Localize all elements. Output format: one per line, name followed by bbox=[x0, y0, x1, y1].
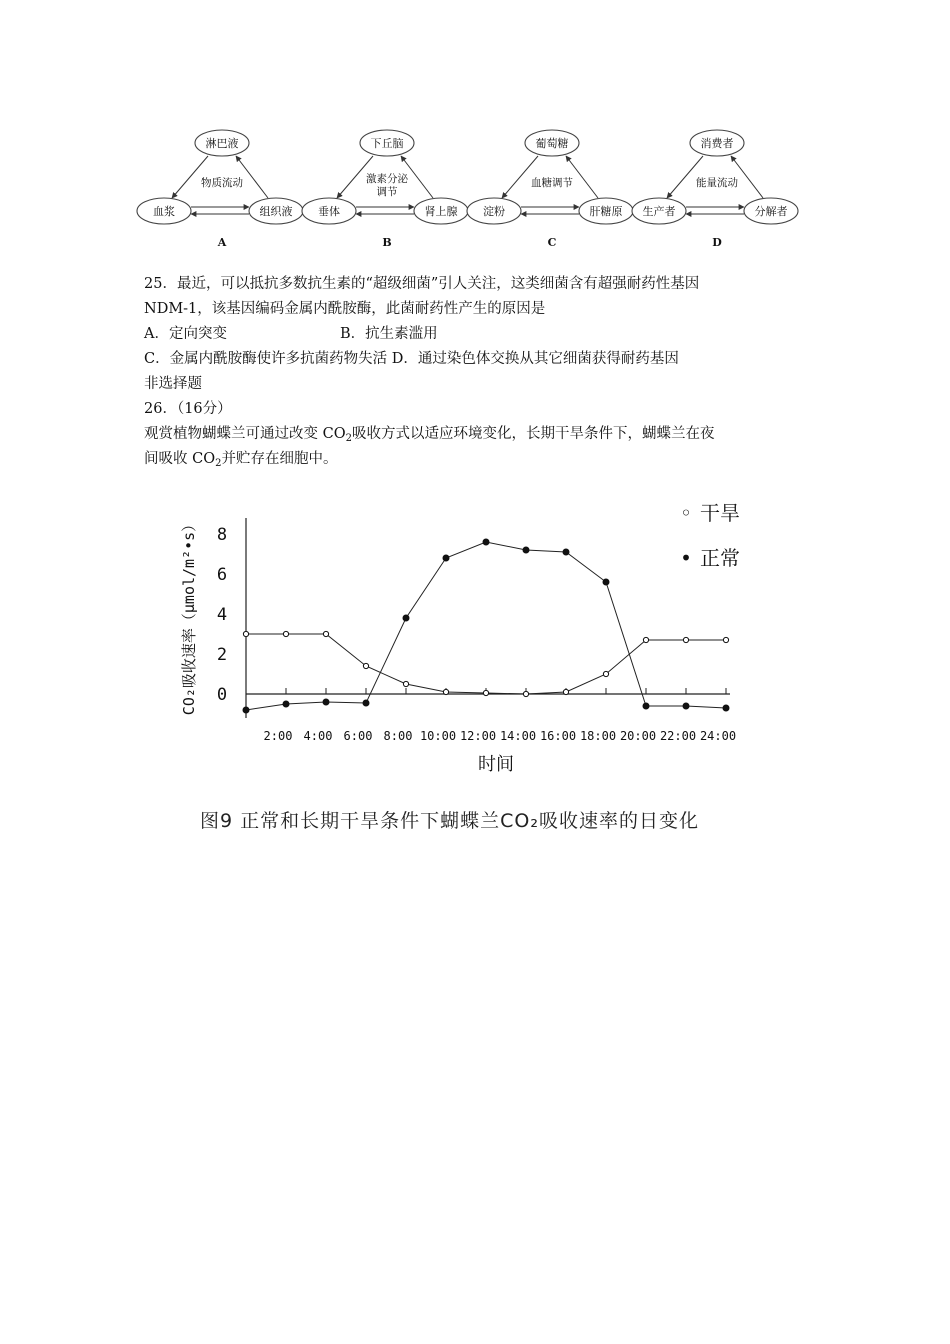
data-point-正常 bbox=[523, 547, 529, 553]
x-tick-label: 6:00 bbox=[343, 729, 373, 743]
co2-subscript-2: 2 bbox=[215, 458, 222, 469]
figure-caption: 图9 正常和长期干旱条件下蝴蝶兰CO₂吸收速率的日变化 bbox=[200, 810, 699, 832]
q26-header: 26．（16分） bbox=[144, 401, 232, 417]
diagram-b bbox=[302, 130, 468, 249]
series-line-干旱 bbox=[246, 634, 726, 694]
diagram-row bbox=[130, 120, 820, 260]
data-point-干旱 bbox=[683, 637, 688, 642]
q26-line2 bbox=[144, 447, 824, 472]
q25-option-b: B．抗生素滥用 bbox=[340, 326, 438, 342]
diagram-letter: A bbox=[217, 236, 227, 249]
diagram-center-label: 调节 bbox=[376, 186, 398, 198]
legend-symbol: • bbox=[680, 546, 693, 570]
x-tick-label: 14:00 bbox=[499, 729, 537, 743]
legend-label: 正常 bbox=[700, 546, 740, 570]
series-line-正常 bbox=[246, 542, 726, 710]
y-tick-label: 0 bbox=[216, 685, 228, 705]
chart-svg bbox=[160, 478, 800, 798]
diagram-letter: B bbox=[382, 236, 392, 249]
diagram-a bbox=[137, 130, 303, 249]
node-label-right: 组织液 bbox=[259, 205, 293, 218]
diagram-center-label: 血糖调节 bbox=[531, 177, 573, 189]
data-point-正常 bbox=[483, 539, 489, 545]
x-tick-label: 16:00 bbox=[539, 729, 577, 743]
data-point-干旱 bbox=[483, 690, 488, 695]
data-point-干旱 bbox=[603, 671, 608, 676]
data-point-正常 bbox=[443, 555, 449, 561]
y-axis-title: CO₂吸收速率（μmol/m²•s） bbox=[180, 516, 198, 716]
q25-options-cd: C．金属内酰胺酶使许多抗菌药物失活 D．通过染色体交换从其它细菌获得耐药基因 bbox=[144, 351, 679, 367]
data-point-干旱 bbox=[563, 689, 568, 694]
x-tick-label: 22:00 bbox=[659, 729, 697, 743]
q25-option-a: A．定向突变 bbox=[144, 326, 227, 342]
node-label-left: 血浆 bbox=[153, 205, 175, 218]
node-label-top: 葡萄糖 bbox=[535, 137, 569, 150]
data-point-正常 bbox=[603, 579, 609, 585]
data-point-正常 bbox=[243, 707, 249, 713]
data-point-正常 bbox=[563, 549, 569, 555]
y-tick-label: 8 bbox=[216, 525, 228, 545]
data-point-干旱 bbox=[283, 631, 288, 636]
node-label-right: 分解者 bbox=[754, 205, 788, 218]
data-point-正常 bbox=[683, 703, 689, 709]
y-tick-label: 4 bbox=[216, 605, 228, 625]
section-label: 非选择题 bbox=[144, 376, 202, 392]
diagram-center-label: 能量流动 bbox=[696, 177, 738, 189]
diagram-svg bbox=[130, 120, 820, 260]
q26-line2-a: 间吸收 CO bbox=[144, 451, 216, 467]
x-tick-label: 24:00 bbox=[699, 729, 737, 743]
node-label-left: 生产者 bbox=[642, 205, 676, 218]
data-point-干旱 bbox=[403, 681, 408, 686]
x-tick-label: 8:00 bbox=[383, 729, 413, 743]
x-tick-label: 4:00 bbox=[303, 729, 333, 743]
data-point-干旱 bbox=[443, 689, 448, 694]
node-label-top: 消费者 bbox=[700, 137, 734, 150]
data-point-干旱 bbox=[323, 631, 328, 636]
q26-line1 bbox=[144, 422, 824, 447]
x-tick-label: 2:00 bbox=[263, 729, 293, 743]
data-point-干旱 bbox=[723, 637, 728, 642]
diagram-d bbox=[632, 130, 798, 249]
legend-symbol: ◦ bbox=[680, 501, 693, 525]
node-label-right: 肝糖原 bbox=[589, 205, 623, 218]
diagram-center-label: 物质流动 bbox=[201, 177, 243, 189]
diagram-letter: C bbox=[547, 236, 557, 249]
x-tick-label: 12:00 bbox=[459, 729, 497, 743]
diagram-letter: D bbox=[712, 236, 722, 249]
data-point-干旱 bbox=[643, 637, 648, 642]
x-axis-title: 时间 bbox=[478, 754, 514, 775]
q25-line1: 25．最近，可以抵抗多数抗生素的“超级细菌”引人关注，这类细菌含有超强耐药性基因 bbox=[144, 276, 700, 292]
q26-line2-b: 并贮存在细胞中。 bbox=[221, 451, 338, 467]
data-point-正常 bbox=[363, 700, 369, 706]
q26-line1-a: 观赏植物蝴蝶兰可通过改变 CO bbox=[144, 426, 346, 442]
node-label-left: 淀粉 bbox=[483, 205, 505, 218]
node-label-top: 下丘脑 bbox=[370, 137, 404, 150]
data-point-正常 bbox=[403, 615, 409, 621]
x-tick-label: 20:00 bbox=[619, 729, 657, 743]
q25-options-ab bbox=[144, 322, 824, 347]
x-tick-label: 18:00 bbox=[579, 729, 617, 743]
data-point-正常 bbox=[323, 699, 329, 705]
question-25 bbox=[144, 272, 824, 472]
diagram-c bbox=[467, 130, 633, 249]
q25-line2: NDM-1，该基因编码金属内酰胺酶，此菌耐药性产生的原因是 bbox=[144, 301, 546, 317]
q26-line1-b: 吸收方式以适应环境变化，长期干旱条件下，蝴蝶兰在夜 bbox=[351, 426, 715, 442]
diagram-center-label: 激素分泌 bbox=[366, 173, 408, 185]
x-tick-label: 10:00 bbox=[419, 729, 457, 743]
data-point-正常 bbox=[643, 703, 649, 709]
data-point-干旱 bbox=[363, 663, 368, 668]
legend-label: 干旱 bbox=[700, 501, 740, 525]
data-point-干旱 bbox=[523, 691, 528, 696]
y-tick-label: 2 bbox=[216, 645, 228, 665]
node-label-top: 淋巴液 bbox=[205, 137, 239, 150]
y-tick-label: 6 bbox=[216, 565, 228, 585]
node-label-right: 肾上腺 bbox=[424, 205, 458, 218]
co2-chart bbox=[160, 478, 800, 838]
data-point-正常 bbox=[723, 705, 729, 711]
co2-subscript: 2 bbox=[345, 433, 352, 444]
data-point-正常 bbox=[283, 701, 289, 707]
data-point-干旱 bbox=[243, 631, 248, 636]
node-label-left: 垂体 bbox=[318, 205, 340, 218]
